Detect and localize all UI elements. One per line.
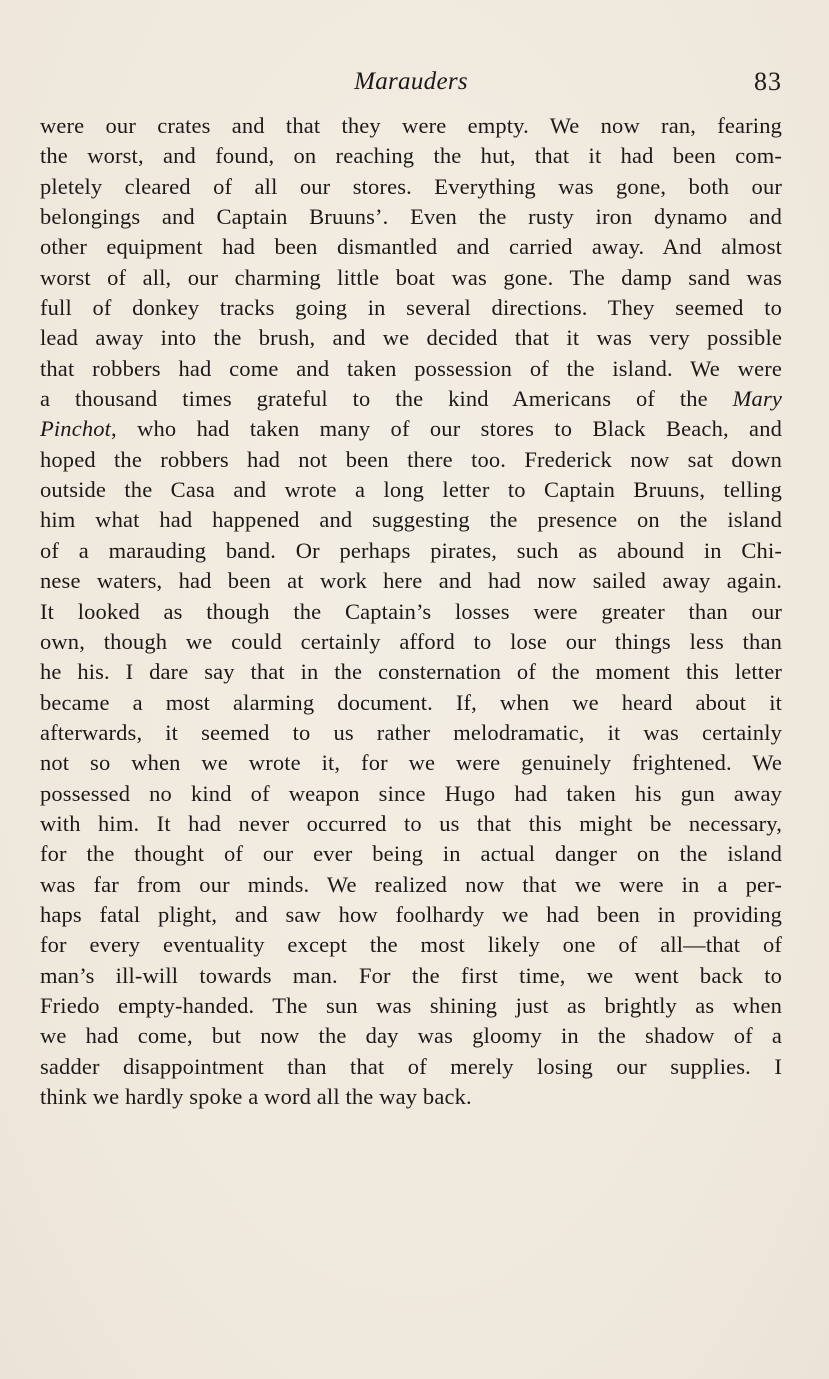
text-segment: a thousand times grateful to the kind Americans of the (40, 386, 708, 412)
text-line: him what had happened and suggesting the presence on the island (40, 507, 782, 533)
text-line: was far from our minds. We realized now that we were in a per- (40, 871, 782, 897)
text-line: for every eventuality except the most likely one of all—that of (40, 932, 782, 958)
text-line: haps fatal plight, and saw how foolhardy we had been in providing (40, 901, 782, 927)
text-line: afterwards, it seemed to us rather melodramatic, it was certainly (40, 719, 782, 745)
text-line: sadder disappointment than that of merely losing our supplies. I (40, 1053, 782, 1079)
text-line: own, though we could certainly afford to lose our things less than (40, 628, 782, 654)
running-head (40, 62, 782, 102)
text-line: belongings and Captain Bruuns’. Even the rusty iron dynamo and (40, 204, 782, 230)
text-line (40, 384, 782, 414)
text-line: we had come, but now the day was gloomy in the shadow of a (40, 1023, 782, 1049)
page-number: 83 (754, 67, 782, 96)
text-segment: , who had taken many of our stores to Black Beach, and (111, 416, 782, 442)
text-line: for the thought of our ever being in actual danger on the island (40, 841, 782, 867)
text-line: he his. I dare say that in the consternation of the moment this letter (40, 659, 782, 685)
text-line: not so when we wrote it, for we were genuinely frightened. We (40, 750, 782, 776)
ship-name-italic: Mary (732, 386, 782, 412)
text-line: became a most alarming document. If, when we heard about it (40, 689, 782, 715)
text-line: other equipment had been dismantled and carried away. And almost (40, 234, 782, 260)
ship-name-italic: Pinchot (40, 416, 112, 442)
text-line: lead away into the brush, and we decided that it was very possible (40, 325, 782, 351)
text-line: pletely cleared of all our stores. Everything was gone, both our (40, 173, 782, 199)
text-line: think we hardly spoke a word all the way back. (40, 1084, 472, 1109)
text-line: possessed no kind of weapon since Hugo had taken his gun away (40, 780, 782, 806)
text-line: of a marauding band. Or perhaps pirates, such as abound in Chi- (40, 537, 782, 563)
text-line: man’s ill-will towards man. For the first time, we went back to (40, 962, 782, 988)
text-line: nese waters, had been at work here and had now sailed away again. (40, 568, 782, 594)
text-line: Friedo empty-handed. The sun was shining just as brightly as when (40, 992, 782, 1018)
text-line: outside the Casa and wrote a long letter to Captain Bruuns, telling (40, 477, 782, 503)
text-line: full of donkey tracks going in several directions. They seemed to (40, 295, 782, 321)
text-line: that robbers had come and taken possession of the island. We were (40, 355, 782, 381)
text-line (40, 414, 782, 444)
text-line: the worst, and found, on reaching the hut, that it had been com- (40, 143, 782, 169)
text-line: were our crates and that they were empty. We now ran, fearing (40, 113, 782, 138)
text-line: hoped the robbers had not been there too. Frederick now sat down (40, 446, 782, 472)
text-line: worst of all, our charming little boat was gone. The damp sand was (40, 264, 782, 290)
running-title: Marauders (354, 68, 468, 95)
text-line: with him. It had never occurred to us that this might be necessary, (40, 810, 782, 836)
body-text (40, 111, 782, 1112)
text-line: It looked as though the Captain’s losses were greater than our (40, 598, 782, 624)
